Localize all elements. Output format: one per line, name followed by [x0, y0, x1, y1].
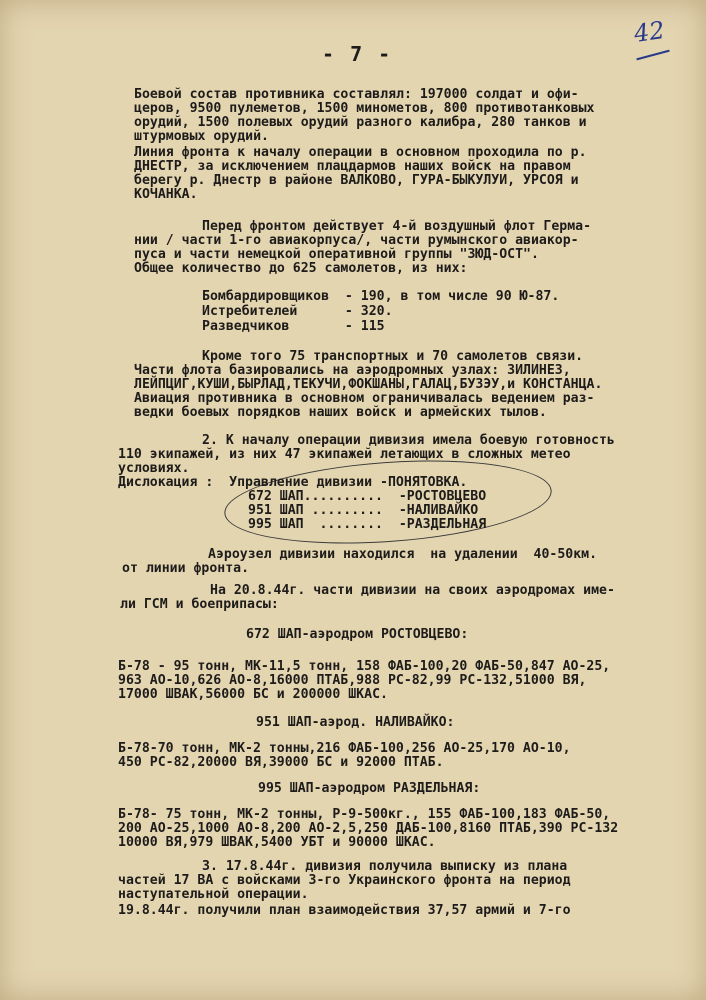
text-line: нии / части 1-го авиакорпуса/, части румынского авиакор- [134, 233, 579, 248]
text-line: наступательной операции. [118, 887, 309, 902]
text-line: 19.8.44г. получили план взаимодействия 37,57 армий и 7-го [118, 903, 571, 918]
text-line: 2. К началу операции дивизия имела боевую готовность [202, 433, 615, 448]
supply-line: 963 АО-10,626 АО-8,16000 ПТАБ,988 РС-82,99 РС-132,51000 ВЯ, [118, 673, 587, 688]
aircraft-row: Разведчиков - 115 [202, 319, 385, 334]
text-line: Общее количество до 625 самолетов, из них: [134, 261, 468, 276]
text-line: от линии фронта. [122, 561, 250, 576]
dislocation-row: 995 ШАП ........ -РАЗДЕЛЬНАЯ [248, 517, 487, 532]
text-line: ДНЕСТР, за исключением плацдармов наших войск на правом [134, 159, 571, 174]
dislocation-heading: Дислокация : Управление дивизии -ПОНЯТОВКА. [118, 475, 468, 490]
supply-line: Б-78 - 95 тонн, МК-11,5 тонн, 158 ФАБ-100,20 ФАБ-50,847 АО-25, [118, 659, 611, 674]
dislocation-row: 951 ШАП ......... -НАЛИВАЙКО [248, 503, 479, 518]
text-line: Перед фронтом действует 4-й воздушный флот Герма- [202, 219, 592, 234]
supply-line: 10000 ВЯ,979 ШВАК,5400 УБТ и 90000 ШКАС. [118, 835, 436, 850]
aircraft-row: Бомбардировщиков - 190, в том числе 90 Ю-87. [202, 289, 560, 304]
text-line: берегу р. Днестр в районе ВАЛКОВО, ГУРА-БЫКУЛУИ, УРСОЯ и [134, 173, 579, 188]
text-line: ЛЕЙПЦИГ,КУШИ,БЫРЛАД,ТЕКУЧИ,ФОКШАНЫ,ГАЛАЦ,БУЗЭУ,и КОНСТАНЦА. [134, 377, 603, 392]
text-line: 110 экипажей, из них 47 экипажей летающих в сложных метео [118, 447, 571, 462]
supply-line: 200 АО-25,1000 АО-8,200 АО-2,5,250 ДАБ-100,8160 ПТАБ,390 РС-132 [118, 821, 619, 836]
text-line: церов, 9500 пулеметов, 1500 минометов, 800 противотанковых [134, 101, 595, 116]
text-line: штурмовых орудий. [134, 129, 269, 144]
section-heading: 995 ШАП-аэродром РАЗДЕЛЬНАЯ: [258, 781, 481, 796]
handwritten-stroke [636, 50, 669, 61]
text-line: Части флота базировались на аэродромных узлах: ЗИЛИНЕЗ, [134, 363, 571, 378]
text-line: ли ГСМ и боеприпасы: [120, 597, 279, 612]
text-line: Аэроузел дивизии находился на удалении 40-50км. [208, 547, 598, 562]
text-line: условиях. [118, 461, 190, 476]
text-line: частей 17 ВА с войсками 3-го Украинского фронта на период [118, 873, 571, 888]
supply-line: 17000 ШВАК,56000 БС и 200000 ШКАС. [118, 687, 388, 702]
dislocation-row: 672 ШАП.......... -РОСТОВЦЕВО [248, 489, 487, 504]
text-line: Линия фронта к началу операции в основном проходила по р. [134, 145, 587, 160]
aircraft-row: Истребителей - 320. [202, 304, 393, 319]
supply-line: Б-78-70 тонн, МК-2 тонны,216 ФАБ-100,256 АО-25,170 АО-10, [118, 741, 571, 756]
section-heading: 951 ШАП-аэрод. НАЛИВАЙКО: [256, 715, 455, 730]
handwritten-page-mark: 42 [632, 16, 667, 48]
text-line: Боевой состав противника составлял: 197000 солдат и офи- [134, 87, 579, 102]
section-heading: 672 ШАП-аэродром РОСТОВЦЕВО: [246, 627, 469, 642]
page-number: - 7 - [322, 42, 393, 66]
text-line: ведки боевых порядков наших войск и армейских тылов. [134, 405, 547, 420]
text-line: Кроме того 75 транспортных и 70 самолетов связи. [202, 349, 584, 364]
text-line: На 20.8.44г. части дивизии на своих аэродромах име- [210, 583, 615, 598]
text-line: 3. 17.8.44г. дивизия получила выписку из плана [202, 859, 568, 874]
text-line: орудий, 1500 полевых орудий разного калибра, 280 танков и [134, 115, 587, 130]
supply-line: 450 РС-82,20000 ВЯ,39000 БС и 92000 ПТАБ. [118, 755, 444, 770]
text-line: пуса и части немецкой оперативной группы "ЗЮД-ОСТ". [134, 247, 539, 262]
text-line: Авиация противника в основном ограничивалась ведением раз- [134, 391, 595, 406]
text-line: КОЧАНКА. [134, 187, 198, 202]
supply-line: Б-78- 75 тонн, МК-2 тонны, Р-9-500кг., 155 ФАБ-100,183 ФАБ-50, [118, 807, 611, 822]
